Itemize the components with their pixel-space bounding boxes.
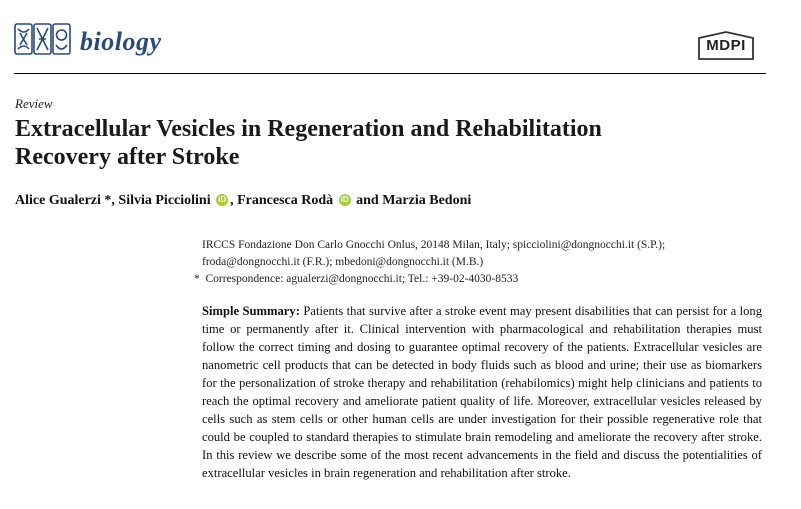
biology-journal-logo-icon	[14, 23, 72, 55]
article-type: Review	[15, 96, 53, 111]
affiliation-line: IRCCS Fondazione Don Carlo Gnocchi Onlus, 20148 Milan, Italy; spicciolini@dongnocchi.it (S.P.);	[202, 239, 666, 251]
orcid-icon[interactable]: iD	[218, 195, 227, 204]
summary-label: Simple Summary:	[202, 304, 300, 318]
correspondence-line	[194, 271, 764, 288]
correspondence-text: Correspondence: agualerzi@dongnocchi.it; Tel.: +39-02-4030-8533	[205, 273, 519, 285]
orcid-icon[interactable]: iD	[340, 195, 349, 204]
publisher-name: MDPI	[706, 37, 746, 54]
title-line-1: Extracellular Vesicles in Regeneration and Rehabilitation	[15, 116, 602, 142]
article-title	[15, 115, 775, 171]
header-divider	[14, 73, 766, 74]
author-name[interactable]: Silvia Picciolini	[118, 193, 211, 208]
simple-summary	[202, 302, 762, 482]
affiliations	[194, 237, 772, 288]
corresponding-mark: *,	[104, 193, 115, 208]
summary-text: Patients that survive after a stroke event may present disabilities that can persist for a long time or permanently after it. Clinical intervention with pharmacological and rehabilitation therapies must follow the correct timing and dosing to guarantee optimal recovery of the patients. Extracellular vesicles are nanometric cell products that can be detected in body fluids such as blood and urine; their use as biomarkers for the personalization of stroke therapy and rehabilitation (rehabilomics) might help clinicians and patients to reach the optimal recovery and ameliorate patient quality of life. Moreover, extracellular vesicles released by cells such as stem cells or other human cells are under investigation for their possible regenerative role that could be coupled to standard therapies to stimulate brain remodeling and ameliorate the recovery after stroke. In this review we describe some of the most recent advancements in the field and discuss the potentialities of extracellular vesicles in brain regeneration and rehabilitation after stroke.	[202, 304, 763, 480]
title-line-2: Recovery after Stroke	[15, 144, 240, 170]
affiliation-line: froda@dongnocchi.it (F.R.); mbedoni@dongnocchi.it (M.B.)	[202, 256, 484, 268]
author-name[interactable]: Alice Gualerzi	[15, 193, 101, 208]
journal-name: biology	[80, 27, 162, 56]
author-list: Alice Gualerzi *, Silvia Picciolini iD , Francesca Rodà iD and Marzia Bedoni	[15, 193, 472, 208]
author-name[interactable]: and Marzia Bedoni	[356, 193, 472, 208]
correspondence-mark: *	[194, 273, 200, 285]
author-name[interactable]: Francesca Rodà	[237, 193, 334, 208]
